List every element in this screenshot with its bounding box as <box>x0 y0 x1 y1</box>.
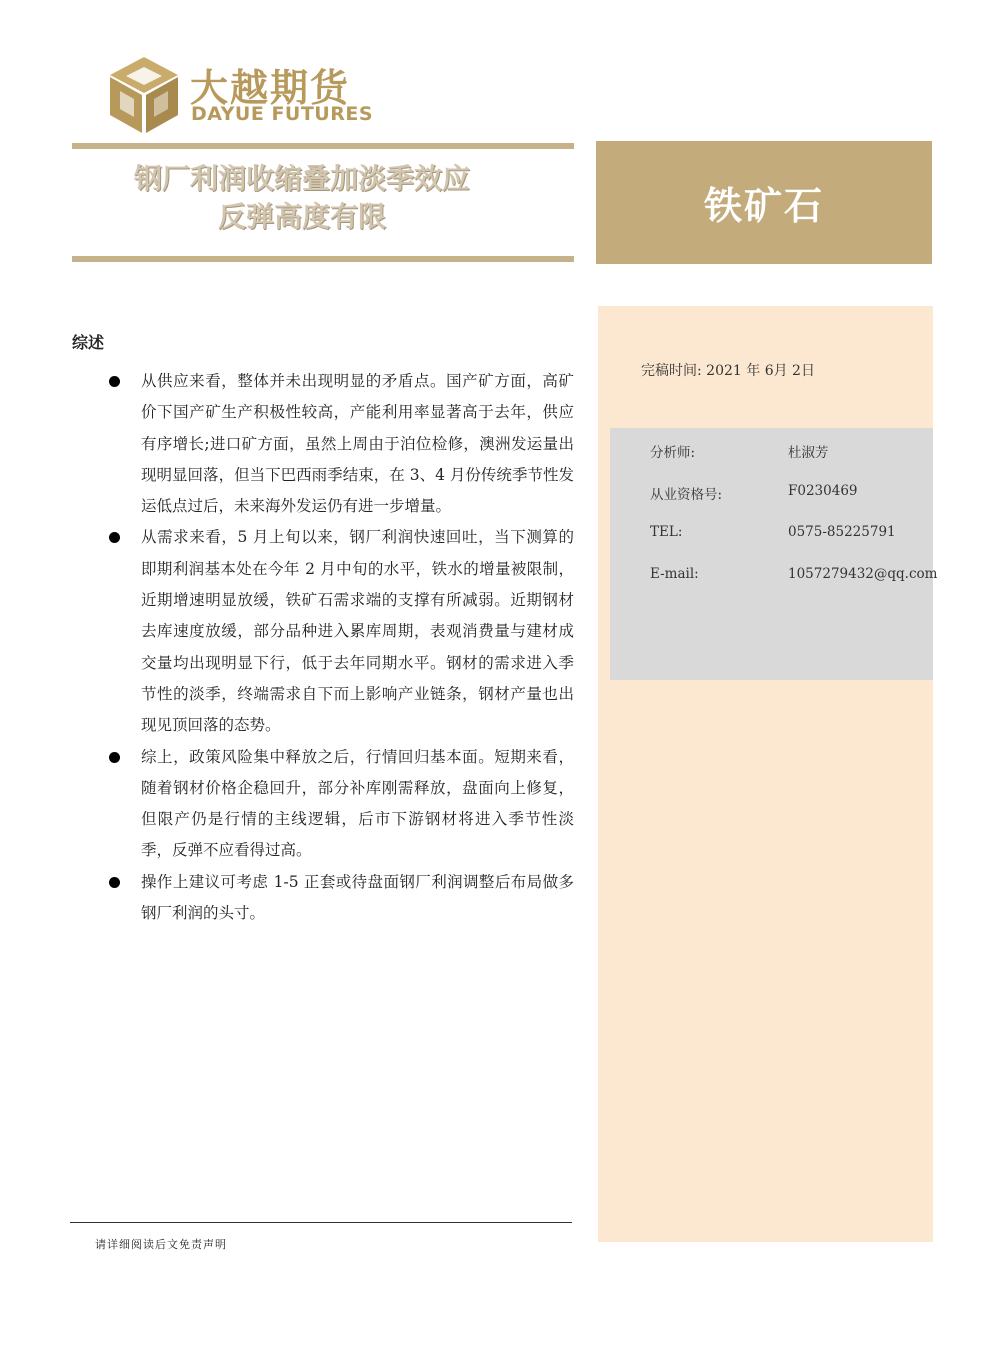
bullet-dot-icon <box>109 877 120 888</box>
analyst-name: 杜淑芳 <box>788 445 829 461</box>
headline-top-rule <box>72 143 574 149</box>
product-banner <box>596 141 932 264</box>
email-address[interactable]: 1057279432@qq.com <box>788 566 938 582</box>
tel-label: TEL: <box>650 524 683 540</box>
list-item <box>104 366 574 522</box>
analyst-label: 分析师: <box>650 445 696 461</box>
brand-name-cn: 大越期货 <box>190 66 351 110</box>
bullet-text: 操作上建议可考虑 1-5 正套或待盘面钢厂利润调整后布局做多钢厂利润的头寸。 <box>141 872 574 923</box>
company-logo <box>108 55 378 135</box>
bullet-dot-icon <box>109 532 120 543</box>
report-headline <box>72 160 532 236</box>
summary-bullets <box>104 366 574 929</box>
bullet-text: 从供应来看，整体并未出现明显的矛盾点。国产矿方面，高矿价下国产矿生产积极性较高，产能利用率显著高于去年，供应有序增长;进口矿方面，虽然上周由于泊位检修，澳洲发运量出现明显回落，但当下巴西雨季结束，在 3、4 月份传统季节性发运低点过后，未来海外发运仍有进一步增量。 <box>141 372 574 516</box>
bullet-dot-icon <box>109 376 120 387</box>
list-item <box>104 867 574 930</box>
footer-rule <box>70 1222 572 1223</box>
product-label: 铁矿石 <box>703 184 824 228</box>
headline-line-1: 钢厂利润收缩叠加淡季效应 <box>133 162 470 195</box>
list-item <box>104 522 574 741</box>
completion-date: 完稿时间: 2021 年 6月 2日 <box>641 363 815 379</box>
disclaimer-note: 请详细阅读后文免责声明 <box>95 1238 227 1251</box>
license-number: F0230469 <box>788 483 858 499</box>
logo-cube-icon <box>108 55 180 135</box>
bullet-text: 从需求来看，5 月上旬以来，钢厂利润快速回吐，当下测算的即期利润基本处在今年 2 月中旬的水平，铁水的增量被限制，近期增速明显放缓，铁矿石需求端的支撑有所减弱。近期钢材去库速度放缓，部分品种进入累库周期，表观消费量与建材成交量均出现明显下行，低于去年同期水平。钢材的需求进入季节性的淡季，终端需求自下而上影响产业链条，钢材产量也出现见顶回落的态势。 <box>141 528 574 735</box>
brand-name-en: DAYUE FUTURES <box>191 103 374 125</box>
headline-line-2: 反弹高度有限 <box>217 200 386 233</box>
license-label: 从业资格号: <box>650 487 723 503</box>
headline-bottom-rule <box>72 256 574 262</box>
section-title: 综述 <box>72 333 105 352</box>
bullet-text: 综上，政策风险集中释放之后，行情回归基本面。短期来看，随着钢材价格企稳回升，部分补库刚需释放，盘面向上修复，但限产仍是行情的主线逻辑，后市下游钢材将进入季节性淡季，反弹不应看得过高。 <box>141 747 574 860</box>
bullet-dot-icon <box>109 752 120 763</box>
list-item <box>104 742 574 867</box>
analyst-info-box <box>610 428 933 680</box>
email-label: E-mail: <box>650 566 699 582</box>
tel-number: 0575-85225791 <box>788 524 896 540</box>
